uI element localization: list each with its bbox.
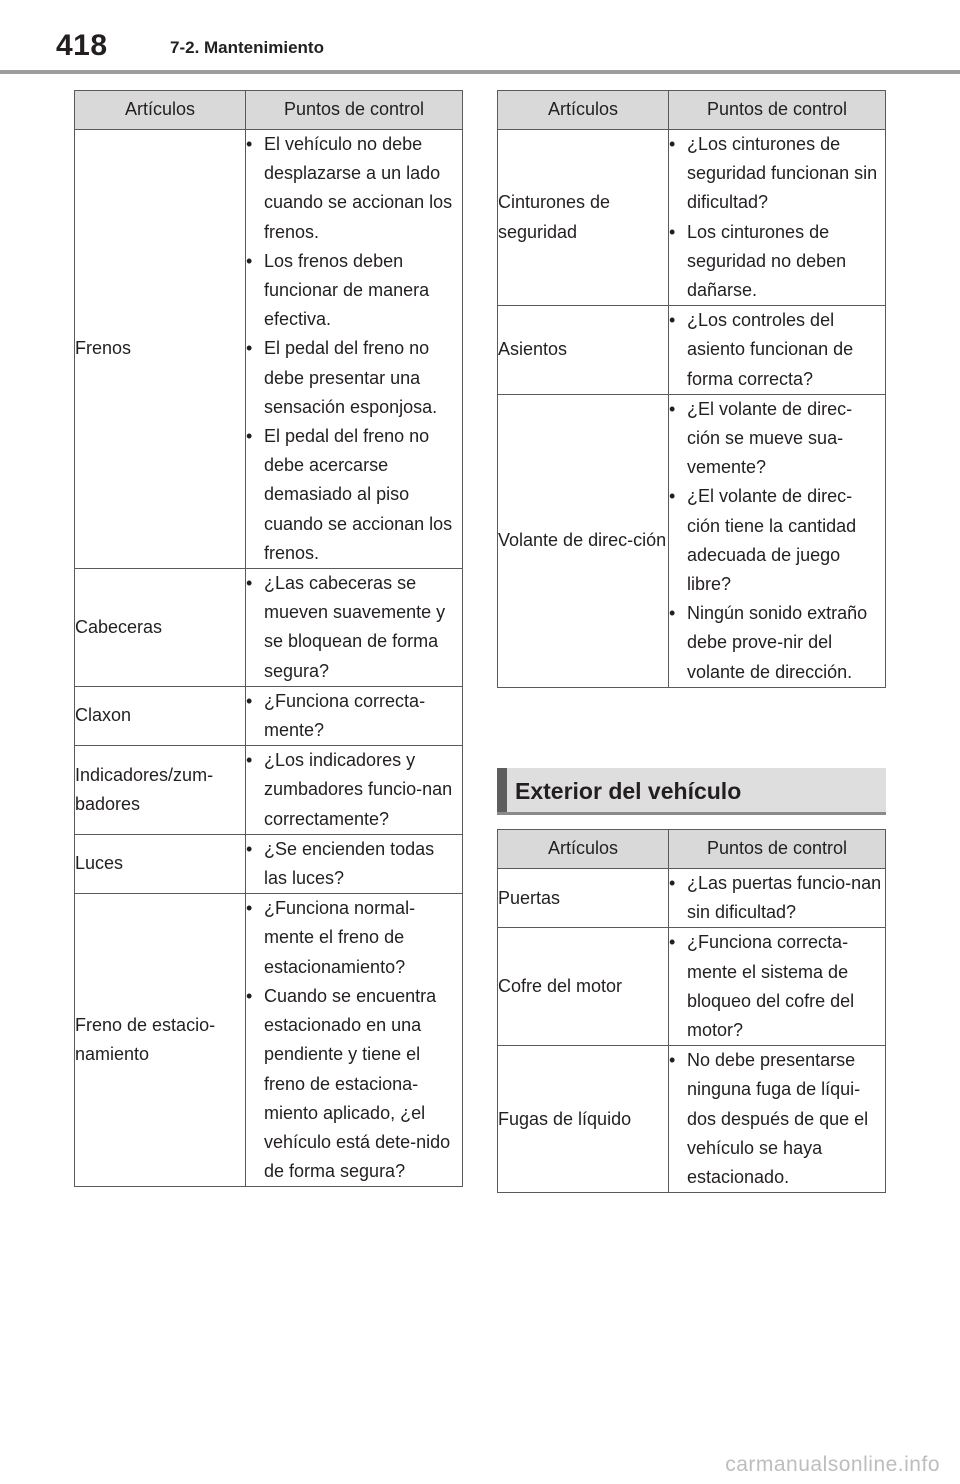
checkpoints-cell xyxy=(246,834,463,893)
table-row xyxy=(75,130,463,569)
table-header-row xyxy=(75,91,463,130)
item-cell: Cofre del motor xyxy=(498,928,669,1046)
item-cell: Asientos xyxy=(498,306,669,395)
column-header-checkpoints: Puntos de control xyxy=(669,91,886,130)
checkpoints-cell xyxy=(669,130,886,306)
item-cell: Claxon xyxy=(75,686,246,745)
checkpoint-item: • ¿Se encienden todas las luces? xyxy=(246,835,462,893)
checkpoint-item: • Cuando se encuentra estacionado en una pendiente y tiene el freno de estaciona-miento aplicado, ¿el vehículo está dete-nido de forma segura? xyxy=(246,982,462,1186)
checkpoint-item: • ¿Las puertas funcio-nan sin dificultad? xyxy=(669,869,885,927)
table-header-row xyxy=(498,830,886,869)
table-row xyxy=(75,894,463,1187)
page-header xyxy=(0,0,960,74)
checkpoint-item: • Los cinturones de seguridad no deben dañarse. xyxy=(669,218,885,306)
exterior-checks-table xyxy=(497,829,886,1193)
item-cell: Freno de estacio-namiento xyxy=(75,894,246,1187)
seating-steering-checks-table xyxy=(497,90,886,688)
table-row xyxy=(498,928,886,1046)
table-header-row xyxy=(498,91,886,130)
table-row xyxy=(498,130,886,306)
table-row xyxy=(498,869,886,928)
checkpoint-item: • Ningún sonido extraño debe prove-nir del volante de dirección. xyxy=(669,599,885,687)
table-row xyxy=(75,569,463,687)
table-row xyxy=(498,306,886,395)
table-row xyxy=(498,394,886,687)
checkpoint-item: • ¿Funciona correcta-mente? xyxy=(246,687,462,745)
item-cell: Fugas de líquido xyxy=(498,1046,669,1193)
column-header-items: Artículos xyxy=(498,830,669,869)
checkpoints-cell xyxy=(669,306,886,395)
checkpoints-cell xyxy=(669,1046,886,1193)
column-header-checkpoints: Puntos de control xyxy=(669,830,886,869)
item-cell: Frenos xyxy=(75,130,246,569)
checkpoint-item: • ¿Los controles del asiento funcionan de forma correcta? xyxy=(669,306,885,394)
column-header-checkpoints: Puntos de control xyxy=(246,91,463,130)
exterior-heading-text: Exterior del vehículo xyxy=(515,778,742,804)
page-number: 418 xyxy=(56,29,108,62)
checkpoints-cell xyxy=(246,130,463,569)
checkpoint-item: • ¿Los indicadores y zumbadores funcio-nan correctamente? xyxy=(246,746,462,834)
checkpoints-cell xyxy=(669,928,886,1046)
watermark: carmanualsonline.info xyxy=(725,1453,940,1476)
checkpoint-item: • ¿El volante de direc-ción se mueve sua-vemente? xyxy=(669,395,885,483)
checkpoint-item: • Los frenos deben funcionar de manera efectiva. xyxy=(246,247,462,335)
checkpoint-item: • No debe presentarse ninguna fuga de líqui-dos después de que el vehículo se haya estacionado. xyxy=(669,1046,885,1192)
section-title: 7-2. Mantenimiento xyxy=(170,38,324,57)
checkpoint-item: • ¿Los cinturones de seguridad funcionan sin dificultad? xyxy=(669,130,885,218)
item-cell: Cinturones de seguridad xyxy=(498,130,669,306)
checkpoint-item: • ¿Funciona correcta-mente el sistema de bloqueo del cofre del motor? xyxy=(669,928,885,1045)
column-header-items: Artículos xyxy=(498,91,669,130)
checkpoints-cell xyxy=(669,394,886,687)
checkpoint-item: • El vehículo no debe desplazarse a un lado cuando se accionan los frenos. xyxy=(246,130,462,247)
checkpoints-cell xyxy=(246,894,463,1187)
item-cell: Luces xyxy=(75,834,246,893)
item-cell: Volante de direc-ción xyxy=(498,394,669,687)
table-row xyxy=(75,746,463,835)
header-divider xyxy=(0,70,960,74)
checkpoints-cell xyxy=(669,869,886,928)
exterior-section-heading xyxy=(497,768,886,815)
checkpoint-item: • ¿Funciona normal-mente el freno de estacionamiento? xyxy=(246,894,462,982)
table-row xyxy=(498,1046,886,1193)
checkpoint-item: • ¿Las cabeceras se mueven suavemente y se bloquean de forma segura? xyxy=(246,569,462,686)
checkpoints-cell xyxy=(246,686,463,745)
item-cell: Cabeceras xyxy=(75,569,246,687)
table-row xyxy=(75,834,463,893)
checkpoints-cell xyxy=(246,746,463,835)
column-header-items: Artículos xyxy=(75,91,246,130)
interior-checks-table xyxy=(74,90,463,1187)
table-row xyxy=(75,686,463,745)
checkpoints-cell xyxy=(246,569,463,687)
item-cell: Puertas xyxy=(498,869,669,928)
item-cell: Indicadores/zum-badores xyxy=(75,746,246,835)
heading-accent-bar xyxy=(497,768,507,812)
checkpoint-item: • El pedal del freno no debe acercarse demasiado al piso cuando se accionan los frenos. xyxy=(246,422,462,568)
checkpoint-item: • ¿El volante de direc-ción tiene la cantidad adecuada de juego libre? xyxy=(669,482,885,599)
checkpoint-item: • El pedal del freno no debe presentar una sensación esponjosa. xyxy=(246,334,462,422)
